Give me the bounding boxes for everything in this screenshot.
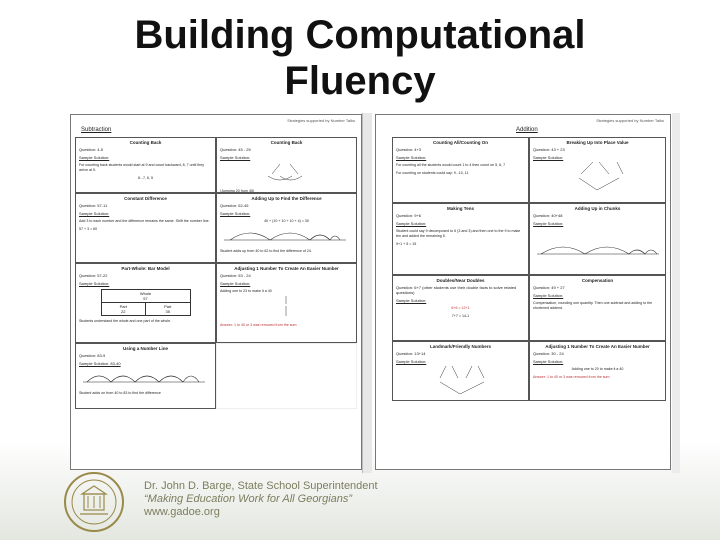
sample-solution-label: Sample Solution: <box>533 293 564 298</box>
solution-text: For counting all the students would count 1 to 4 then count on 5, 6, 7 <box>396 163 506 167</box>
strategy-title: Adjusting 1 Number To Create An Easier Number <box>545 344 650 349</box>
strategy-question: Question: 40+48 <box>533 213 563 218</box>
strategy-question: Question: 43 + 23 <box>533 147 565 152</box>
strategy-question: Question: 57-22 <box>79 273 108 278</box>
strategy-cell <box>529 275 666 341</box>
page-header <box>71 115 361 137</box>
strategy-cell <box>75 137 216 193</box>
solution-extra: Answer: 1 to 40 or 3 was removed from the sum <box>220 323 297 327</box>
solution-text: Adding one to 20 to make it a 40 <box>571 367 624 371</box>
strategy-cell <box>529 203 666 275</box>
sample-solution-label: Sample Solution: <box>79 211 110 216</box>
header-note: Strategies supported by Number Talks <box>287 118 355 123</box>
solution-extra: For counting on students could say: 9...10, 11 <box>396 171 469 175</box>
bar-part-value: 35 <box>165 309 170 314</box>
adjustment-diagram <box>220 294 350 320</box>
solution-extra: 57 + 3 = 60 <box>79 227 98 231</box>
strategy-question: Question: 13+14 <box>396 351 426 356</box>
bar-part-value: 22 <box>121 309 126 314</box>
solution-extra: Answer: 1 to 40 or 3 was removed from the sum <box>533 375 610 379</box>
solution-extra: Student adds up from 40 to 62 to find the difference of 24. <box>220 249 312 253</box>
strategy-cell <box>216 263 357 343</box>
strategy-title: Counting All/Counting On <box>432 140 489 145</box>
sample-solution-label: Sample Solution: <box>220 211 251 216</box>
sample-solution-label: Sample Solution: <box>220 155 251 160</box>
solution-text: Adding one to 23 to make it a 40 <box>220 289 272 293</box>
friendly-number-diagram <box>396 364 526 398</box>
number-line-diagram <box>220 224 350 246</box>
strategy-cell <box>392 203 529 275</box>
sample-solution-label: Sample Solution: <box>533 155 564 160</box>
sample-solution-label: Sample Solution: <box>396 359 427 364</box>
page-header <box>376 115 670 137</box>
sample-solution-label: Sample Solution: <box>396 155 427 160</box>
solution-extra: 7+7 = 14-1 <box>451 314 470 318</box>
strategy-title: Breaking Up Into Place Value <box>566 140 629 145</box>
decomposition-diagram <box>220 160 350 186</box>
strategy-title: Adding Up in Chunks <box>574 206 621 211</box>
number-line-diagram <box>533 226 663 260</box>
solution-extra: 8...7, 6, 5 <box>138 176 153 180</box>
subtraction-strategies-page <box>70 114 362 470</box>
strategy-cell <box>75 263 216 343</box>
strategy-cell <box>392 137 529 203</box>
sample-solution-label: Sample Solution: <box>396 221 427 226</box>
solution-text: 40 + (10 + 10 + 10 + 4) = 30 <box>264 219 309 223</box>
strategy-question: Question: 53 - 24 <box>220 273 251 278</box>
footer <box>144 480 378 519</box>
strategy-question: Question: 49 + 27 <box>533 285 565 290</box>
strategy-title: Doubles/Near Doubles <box>436 278 485 283</box>
sample-solution-label: Sample Solution: <box>220 281 251 286</box>
strategy-title: Counting Back <box>129 140 162 145</box>
slide-title-line2: Fluency <box>284 59 436 103</box>
document-scrollbar[interactable] <box>672 113 680 473</box>
strategy-grid <box>75 137 357 465</box>
strategy-question: Question: 57-11 <box>79 203 108 208</box>
strategy-title: Part-Whole: Bar Model <box>121 266 170 271</box>
strategy-question: Question: 83-9 <box>79 353 106 358</box>
place-value-diagram <box>533 160 663 194</box>
bar-model <box>101 289 191 316</box>
solution-text: Student adds on from 40 to 83 to find the difference <box>79 391 161 395</box>
addition-strategies-page <box>375 114 671 470</box>
header-note: Strategies supported by Number Talks <box>596 118 664 123</box>
strategy-question: Question: 30 - 24 <box>533 351 564 356</box>
strategy-title: Making Tens <box>447 206 474 211</box>
sample-solution-label: Sample Solution: <box>533 221 564 226</box>
strategy-title: Using a Number Line <box>122 346 168 351</box>
solution-text: (Jumping 20 from 45) <box>220 189 255 193</box>
number-line-diagram <box>79 366 209 388</box>
strategy-question: Question: 45 - 25 <box>220 147 251 152</box>
strategy-cell <box>75 193 216 263</box>
strategy-cell <box>392 275 529 341</box>
strategy-cell <box>529 137 666 203</box>
strategy-title: Counting Back <box>270 140 303 145</box>
solution-text: 6+6 = 12+1 <box>451 306 470 310</box>
strategy-question: Question: 4-5 <box>79 147 104 152</box>
strand-label: Subtraction <box>81 127 112 133</box>
motto-line: “Making Education Work for All Georgians” <box>144 493 353 505</box>
strategy-grid <box>392 137 666 465</box>
strategy-cell <box>75 343 216 409</box>
bar-whole-label: Whole <box>139 291 152 296</box>
sample-solution-label: Sample Solution: <box>396 298 427 303</box>
solution-text: Students understand the whole and one part of the whole. <box>79 319 172 323</box>
strategy-title: Constant Difference <box>124 196 167 201</box>
sample-solution-label: Sample Solution: <box>79 281 110 286</box>
strategy-cell <box>392 341 529 401</box>
solution-text: Compensation, rounding one quantity. Then one subtract and adding to the shortened addend. <box>533 301 653 310</box>
strategy-question: Question: 9+6 <box>396 213 422 218</box>
slide-title <box>0 12 720 104</box>
document-scrollbar[interactable] <box>362 113 372 473</box>
sample-solution-label: Sample Solution: <box>79 155 110 160</box>
solution-extra: 9+1 + 5 = 15 <box>396 242 417 246</box>
strategy-question: Question: 6+7 (other students use their double facts to solve related questions) <box>396 285 517 295</box>
solution-text: Student could say 9 decomposed to 6 (3 and 3) and then one to the 9 to make ten and added the remaining 5. <box>396 229 521 238</box>
website-link[interactable]: www.gadoe.org <box>144 506 220 518</box>
bar-part-label: Part <box>164 304 172 309</box>
strategy-cell <box>529 341 666 401</box>
bar-whole-value: 57 <box>143 296 148 301</box>
strategy-title: Landmark/Friendly Numbers <box>429 344 492 349</box>
strategy-cell <box>216 193 357 263</box>
sample-solution-label: Sample Solution: <box>533 359 564 364</box>
solution-text: For counting back students would start at 9 and count backward, 8, 7 until they arrive at 5. <box>79 163 205 172</box>
strategy-title: Compensation <box>581 278 614 283</box>
strategy-title: Adjusting 1 Number To Create An Easier Number <box>234 266 339 271</box>
strategy-title: Adding Up to Find the Difference <box>251 196 322 201</box>
solution-text: Add 3 to each number and the difference remains the same. Shift the number line. <box>79 219 210 223</box>
bar-part-label: Part <box>119 304 127 309</box>
department-seal-logo <box>62 470 126 534</box>
sample-solution-label: Sample Solution: 83-40 <box>79 361 121 366</box>
strategy-cell-empty <box>216 343 357 409</box>
slide-title-line1: Building Computational <box>134 13 586 57</box>
strategy-cell <box>216 137 357 193</box>
strategy-question: Question: 62-45 <box>220 203 249 208</box>
superintendent-line: Dr. John D. Barge, State School Superintendent <box>144 480 378 492</box>
strategy-question: Question: 4+3 <box>396 147 422 152</box>
strand-label: Addition <box>516 127 538 133</box>
